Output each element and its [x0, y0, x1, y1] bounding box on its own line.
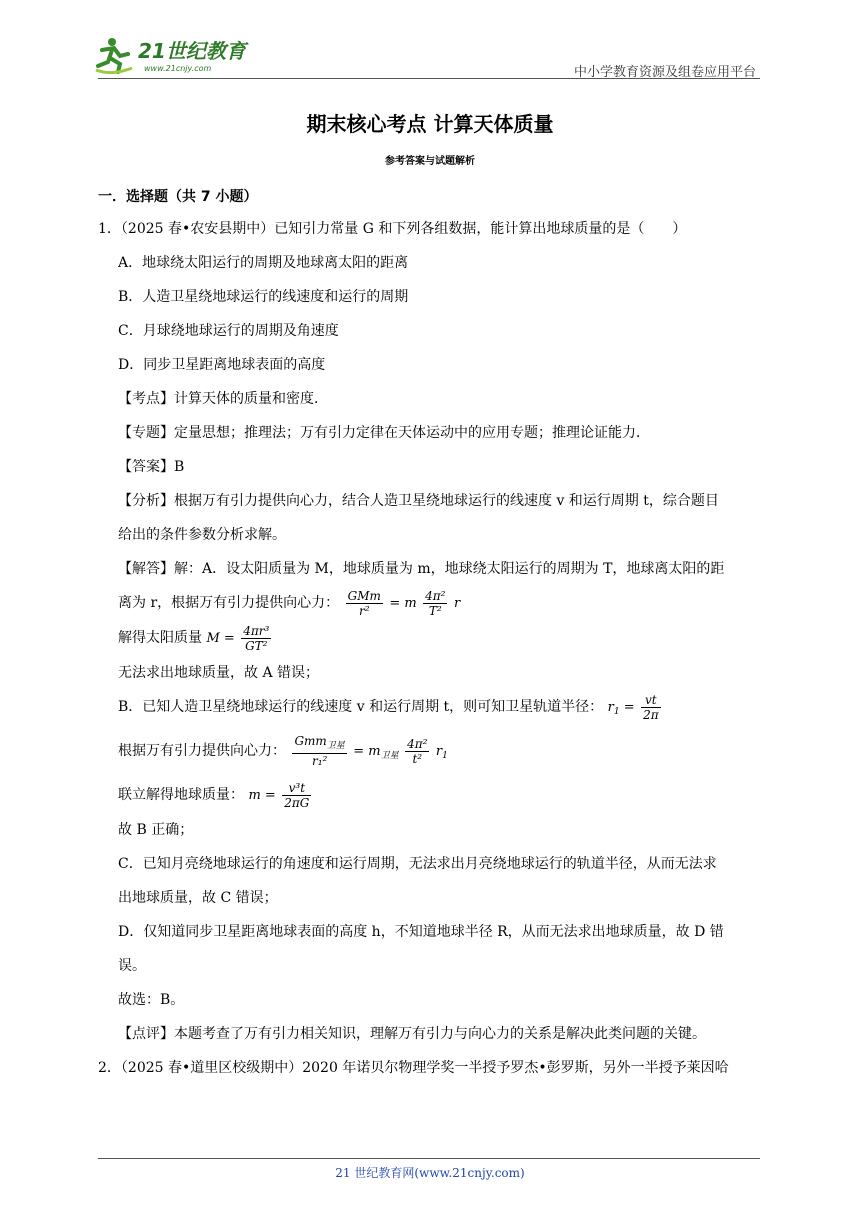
logo-text: 21世纪教育	[138, 39, 246, 63]
zhuanti: 【专题】定量思想；推理法；万有引力定律在天体运动中的应用专题；推理论证能力．	[118, 425, 650, 441]
question-2-stem: 2．（2025 春•道里区校级期中）2020 年诺贝尔物理学奖一半授予罗杰•彭罗斯，另外一半授予莱因哈	[98, 1060, 729, 1076]
solution-line-10: 出地球质量，故 C 错误；	[118, 890, 278, 906]
solution-text: 联立解得地球质量：	[118, 787, 244, 803]
document-body	[98, 184, 766, 1085]
option-d: D．同步卫星距离地球表面的高度	[118, 357, 326, 373]
solution-line-2: 离为 r，根据万有引力提供向心力： $\frac{\text{GMm}}{\text{r²}}$ = m $\frac{\text{4π²}}{\text{T²}}$ r	[118, 588, 461, 618]
solution-line-3: 解得太阳质量 M = $\frac{\text{4πr³}}{\text{GT²}}$	[118, 623, 270, 653]
site-name: 中小学教育资源及组卷应用平台	[573, 65, 756, 80]
formula-fraction: $\frac{Gmm_{卫星}}{\text{r₁²}}$	[294, 734, 345, 768]
page-subtitle: 参考答案与试题解析	[385, 156, 475, 167]
formula-fraction: $\frac{\text{4π²}}{\text{T²}}$	[425, 588, 446, 618]
option-a: A．地球绕太阳运行的周期及地球离太阳的距离	[118, 255, 409, 271]
solution-line-8: 故 B 正确；	[118, 822, 194, 838]
analysis-line-1: 【分析】根据万有引力提供向心力，结合人造卫星绕地球运行的线速度 v 和运行周期 t，综合题目	[118, 493, 719, 509]
solution-text: 解得太阳质量	[118, 630, 207, 646]
section-heading: 一．选择题（共 7 小题）	[98, 189, 258, 205]
solution-line-4: 无法求出地球质量，故 A 错误；	[118, 665, 320, 681]
solution-line-11: D．仅知道同步卫星距离地球表面的高度 h，不知道地球半径 R，从而无法求出地球质量，故 D 错	[118, 924, 724, 940]
footer-link[interactable]: 21 世纪教育网(www.21cnjy.com)	[335, 1166, 525, 1180]
comment: 【点评】本题考查了万有引力相关知识，理解万有引力与向心力的关系是解决此类问题的关键。	[118, 1026, 706, 1042]
solution-text: 根据万有引力提供向心力：	[118, 743, 286, 759]
solution-line-1: 【解答】解：A．设太阳质量为 M，地球质量为 m，地球绕太阳运行的周期为 T，地球离太阳的距	[118, 561, 725, 577]
runner-icon	[96, 38, 132, 73]
subscript-label: 卫星	[380, 751, 399, 761]
question-1-stem: 1．（2025 春•农安县期中）已知引力常量 G 和下列各组数据，能计算出地球质量的是（ ）	[98, 221, 687, 237]
answer: 【答案】B	[118, 459, 185, 475]
solution-line-9: C．已知月亮绕地球运行的角速度和运行周期，无法求出月亮绕地球运行的轨道半径，从而无法求	[118, 856, 717, 872]
formula-fraction: $\frac{\text{GMm}}{\text{r²}}$	[347, 588, 381, 618]
logo-url: www.21cnjy.com	[144, 64, 212, 73]
solution-line-7: 联立解得地球质量： m = $\frac{\text{v³t}}{2\pi G}$	[118, 780, 310, 810]
footer-divider	[98, 1158, 760, 1159]
solution-text: 离为 r，根据万有引力提供向心力：	[118, 595, 340, 611]
solution-line-5: B．已知人造卫星绕地球运行的线速度 v 和运行周期 t，则可知卫星轨道半径： $r_1$ = $\frac{vt}{2\pi}$	[118, 692, 659, 722]
subscript-label: 卫星	[326, 741, 345, 751]
header-divider	[98, 78, 760, 79]
option-c: C．月球绕地球运行的周期及角速度	[118, 323, 339, 339]
option-b: B．人造卫星绕地球运行的线速度和运行的周期	[118, 289, 409, 305]
analysis-line-2: 给出的条件参数分析求解。	[118, 527, 286, 543]
formula-fraction: $\frac{vt}{2\pi}$	[643, 692, 659, 722]
formula-fraction: $\frac{\text{4πr³}}{\text{GT²}}$	[243, 623, 270, 653]
solution-line-6: 根据万有引力提供向心力： $\frac{Gmm_{卫星}}{\text{r₁²}}$ = $m_{卫星}$ $\frac{\text{4π²}}{\text{t²}}$ $r_1$	[118, 734, 448, 768]
solution-line-13: 故选：B。	[118, 992, 185, 1008]
page-title: 期末核心考点 计算天体质量	[306, 112, 554, 136]
kaodian: 【考点】计算天体的质量和密度．	[118, 391, 328, 407]
solution-text: B．已知人造卫星绕地球运行的线速度 v 和运行周期 t，则可知卫星轨道半径：	[118, 699, 604, 715]
site-logo	[92, 36, 262, 78]
formula-fraction: $\frac{\text{v³t}}{2\pi G}$	[284, 780, 310, 810]
formula-fraction: $\frac{\text{4π²}}{\text{t²}}$	[407, 736, 428, 766]
solution-line-12: 误。	[118, 958, 146, 974]
